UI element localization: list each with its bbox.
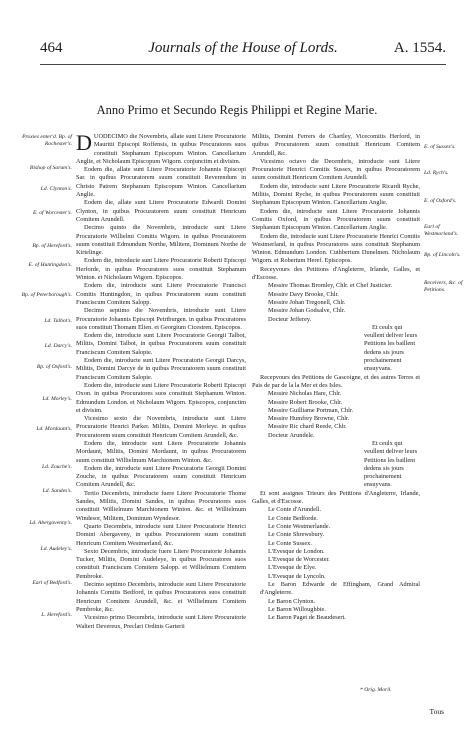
entry-paragraph: Tertio Decembris, introducte fuere Litere Procuratorie Thome Sandes, Militis, Domini Sandes, in quibus Procuratores suos constituit Willielmum Marchionem Winton. &c. et Willielmum Windesor, Militem, Dominum Wyndesor. xyxy=(76,489,246,522)
petition-note: Et ceulx qui veullent deliver leurs Petitions les baillent dedens sis jours prochainement ensuyvans. xyxy=(364,439,418,489)
petition-note: Et ceulx qui veullent deliver leurs Petitions les baillent dedens sis jours prochainement ensuyvans. xyxy=(364,323,418,373)
margin-note: Ld. Zouche's. xyxy=(42,464,72,470)
page-number: 464 xyxy=(40,40,63,56)
margin-note: Bishop of Sarum's. xyxy=(29,165,72,171)
entry-paragraph: Sexto Decembris, introducte fuere Litere Procuratorie Johannis Tucker, Militis, Domini Audeleye, in quibus Procuratores suos constituit Franciscum Comitem Salopp. et Willielmum Comitem Pembroke. xyxy=(76,547,246,580)
margin-note: Receivers, &c. of Petitions. xyxy=(424,280,463,293)
session-title: Anno Primo et Secundo Regis Philippi et Regine Marie. xyxy=(96,103,378,117)
margin-note: Earl of Westmorland's. xyxy=(424,224,459,237)
catchword: Tous xyxy=(429,707,444,716)
margin-note: L. Hereford's. xyxy=(41,612,72,618)
margin-note: Ld. Mordaunt's. xyxy=(36,426,72,432)
receiver-entry: Messire Guilliame Portman, Chlr. xyxy=(268,406,354,414)
margin-note: Bp. of Lincoln's. xyxy=(424,252,461,258)
margin-note: Bp. of Peterborough's. xyxy=(21,292,72,298)
trier-entry: Le Conte d'Arundell. xyxy=(268,506,322,514)
trier-entry: Le Baron Edwarde de Effingham, Grand Admiral d'Angleterre. xyxy=(260,581,420,597)
trier-entry: L'Evesque de Lyncoln. xyxy=(268,572,326,580)
entry-paragraph: Eodem die, allate sunt Litere Procuratorie Johannis Episcopi Sar. in quibus Procuratorem suum constituit Reverendum in Christo Patrem Stephanum Episcopum Winton. Cancellarium Anglie. xyxy=(76,166,246,199)
receivers-ireland-heading: Receyvours des Petitions d'Angleterre, Irlande, Galles, et d'Escosse. xyxy=(252,265,420,282)
drop-cap: D xyxy=(76,130,92,155)
receiver-entry: Messire Nicholas Hare, Chlr. xyxy=(268,390,342,398)
margin-note: Bp. of Oxford's. xyxy=(36,364,72,370)
margin-note: Ld. Audeley's. xyxy=(40,546,72,552)
entry-paragraph: DUODECIMO die Novembris, allate sunt Litere Procuratorie Mauritii Episcopi Roffensis, in quibus Procuratores suos constituit Stephanum Episcopum Winton. Cancellarium Anglie, et Nicholaum Episcopum Wigorn. conjunctim et divisim. xyxy=(76,130,246,165)
trier-entry: L'Evesque de Elye. xyxy=(268,564,317,572)
entry-paragraph: Eodem die, allate sunt Litere Procuratorie Edwardi Domini Clynton, in quibus Procuratorem suum constituit Henricum Comitem Arundell. xyxy=(76,199,246,223)
entry-paragraph: Vicesimo sexto die Novembris, introducte sunt Litere Procuratorie Henrici Parker. Militis, Domini Morleye. in quibus Procuratorem suum constituit Henricum Comitem Arundell, &c. xyxy=(76,415,246,439)
margin-note: Ld. Abergavenny's. xyxy=(29,520,72,526)
entry-paragraph: Decimo quinto die Novembris, introducte sunt Litere Procuratorie Willielmi Comitis Wigorn. in quibus Procuratorem suum constituit Edmundum Northe, Militem, Dominum Northe de Kirtelinge. xyxy=(76,224,246,257)
entry-paragraph: Decimo septimo Decembris, introducte sunt Litere Procuratorie Johannis Comitis Bedford, in quibus Procuratores suos constituit Henricum Comitem Arundell, &c. et Willielmum Comitem Pembroke, &c. xyxy=(76,581,246,613)
trier-entry: L'Evesque de London. xyxy=(268,547,325,555)
entry-paragraph: Eodem die, introducte sunt Litere Procuratorie Henrici Comitis Westmerland, in quibus Procuratores suos constituit Stephanum Winton. Edmundum London. Cuthbertum Dunelmen. Nicholaum Wigorn. et Robertum Heref. Episcopos. xyxy=(252,232,420,265)
page-year: A. 1554. xyxy=(393,40,446,56)
margin-note: Earl of Bedford's. xyxy=(32,580,72,586)
trier-entry: Le Conte Bedforde. xyxy=(268,514,318,522)
trier-entry: Le Baron Clynton. xyxy=(268,597,316,605)
entry-paragraph: Eodem die, introducte sunt Litere Procuratorie Roberti Episcopi Herforde, in quibus Procuratores suos constituit Stephanum Winton. et Nicholaum Wigorn. Episcopos. xyxy=(76,257,246,282)
receivers-gascony-heading: Recepvours des Petitions de Gascoigne, et des autres Terres et Pais de par de la la Mer et des Isles. xyxy=(252,373,420,389)
margin-note: E. of Sussex's. xyxy=(424,144,456,150)
trier-entry: Le Baron Willoughbie. xyxy=(268,605,326,613)
left-column xyxy=(76,130,246,631)
receiver-entry: Messire Thomas Bromley, Chlr. et Chef Justicier. xyxy=(268,282,393,290)
triers-heading: Et sont assignes Trieurs des Petitions d'Angleterre, Irlande, Galles, et d'Escosse. xyxy=(252,489,420,506)
entry-paragraph: Eodem die, introducte sunt Litere Procuratorie Georgii Domini Zouche, in quibus Procuratorem suum constituit Henricum Comitem Arundell, &c. xyxy=(76,464,246,489)
page-header xyxy=(40,40,446,62)
margin-note: E. of Oxford's. xyxy=(424,198,457,204)
receiver-entry: Docteur Arundele. xyxy=(268,431,315,439)
receiver-entry: Messire Johan Godsalve, Chlr. xyxy=(268,307,346,315)
trier-entry: Le Baron Paget de Beaudesert. xyxy=(268,614,346,622)
entry-paragraph: Eodem die, introducte sunt Litere Procuratorie Johannis Mordaunt, Militis, Domini Mordaunt, in quibus Procuratorem suum constituit Willielmum Marchionem Winton. &c. xyxy=(76,439,246,464)
receiver-entry: Messire Ric chard Reede, Chlr. xyxy=(268,423,347,431)
margin-note: Proxies enter'd. Bp. of Rochester's. xyxy=(22,134,72,147)
entry-paragraph: Eodem die, introducte sunt Litere Procuratorie Ricardi Ryche, Militis, Domini Ryche, in quibus Procuratorem suum constituit Stephanum Episcopum Winton. Cancellarium Anglie. xyxy=(252,182,420,207)
margin-note: Ld. Darcy's. xyxy=(44,343,72,349)
trier-entry: Le Conte Westmerlande. xyxy=(268,522,331,530)
right-column xyxy=(252,133,420,623)
entry-paragraph: Decimo septimo die Novembris, introducte sunt Litere Procuratorie Johannis Episcopi Petriburgen. in quibus Procuratores suos constituit Thomam Elien. et Georgium Cicestren. Episcopos. xyxy=(76,307,246,331)
margin-note: E. of Worcester's. xyxy=(32,210,72,216)
footnote: * Orig. Moril. xyxy=(360,687,392,693)
trier-entry: L'Evesque de Worcester. xyxy=(268,556,330,564)
entry-paragraph: Eodem die, introducte sunt Litere Procuratorie Roberti Episcopi Oxon. in quibus Procuratores suos constituit Stephanum Winton. Edmundum London. et Nicholaum Wigorn. Episcopos, conjunctim et divisim. xyxy=(76,381,246,414)
entry-paragraph: Eodem die, introducte sunt Litere Procuratorie Francisci Comitis Huntingdon, in quibus Procuratorem suum constituit Franciscum Comitem Salopp. xyxy=(76,282,246,306)
entry-paragraph: Eodem die, introducte sunt Litere Procuratorie Johannis Comitis Oxford, in quibus Procuratorem suum constituit Stephanum Episcopum Winton. Cancellarium Anglie. xyxy=(252,207,420,232)
entry-paragraph: Eodem die, introducte sunt Litere Procuratorie Georgii Talbot, Militis, Domini Talbot, in quibus Procuratorem suum constituit Franciscum Comitem Salopie. xyxy=(76,332,246,356)
header-rule xyxy=(40,64,446,65)
margin-note: E. of Huntingdon's. xyxy=(28,262,72,268)
entry-paragraph: Eodem die, introducte sunt Litere Procuratorie Georgii Darcys, Militis, Domini Darcye de in quibus Procuratorem suum constituit Franciscum Comitem Salopie. xyxy=(76,357,246,381)
receiver-entry: Messire Johan Tregonell, Chlr. xyxy=(268,298,346,306)
receiver-entry: Messire Humfrey Browne, Chlr. xyxy=(268,415,350,423)
margin-note: Bp. of Hereford's. xyxy=(32,243,72,249)
entry-paragraph: Quarto Decembris, introducte sunt Litere Procuratorie Henrici Domini Abergaveny, in quibus Procuratorem suum constituit Henricum Comitem Westmerland, &c. xyxy=(76,522,246,547)
entry-paragraph: Vicesimo primo Decembris, introducte sunt Litere Procuratorie Walteri Devereux, Preclari Ordinis Garterii xyxy=(76,614,246,630)
trier-entry: Le Conte Shrewsbury. xyxy=(268,531,325,539)
margin-note: Ld. Morley's. xyxy=(42,396,72,402)
receiver-entry: Messire Robert Brooke, Chlr. xyxy=(268,398,343,406)
receiver-entry: Docteur Jefferey. xyxy=(268,315,312,323)
receiver-entry: Messire Davy Brooke, Chlr. xyxy=(268,290,339,298)
running-head: Journals of the House of Lords. xyxy=(148,40,338,56)
margin-note: Ld. Rych's. xyxy=(424,170,449,176)
margin-note: Ld. Sandes's. xyxy=(42,488,72,494)
entry-paragraph: Vicesimo octavo die Decembris, introducte sunt Litere Procuratorie Henrici Comitis Sussex, in quibus Procuratorem suum constituit Henricum Comitem Arundell. xyxy=(252,157,420,182)
margin-note: Ld. Talbot's. xyxy=(44,318,72,324)
entry-paragraph: Militis, Domini Ferrers de Chartley, Vicecomitis Herford, in quibus Procuratorem suum constituit Henricum Comitem Arundell, &c. xyxy=(252,133,420,157)
margin-note: Ld. Clynton's. xyxy=(40,186,72,192)
trier-entry: Le Conte Sussex. xyxy=(268,539,312,547)
